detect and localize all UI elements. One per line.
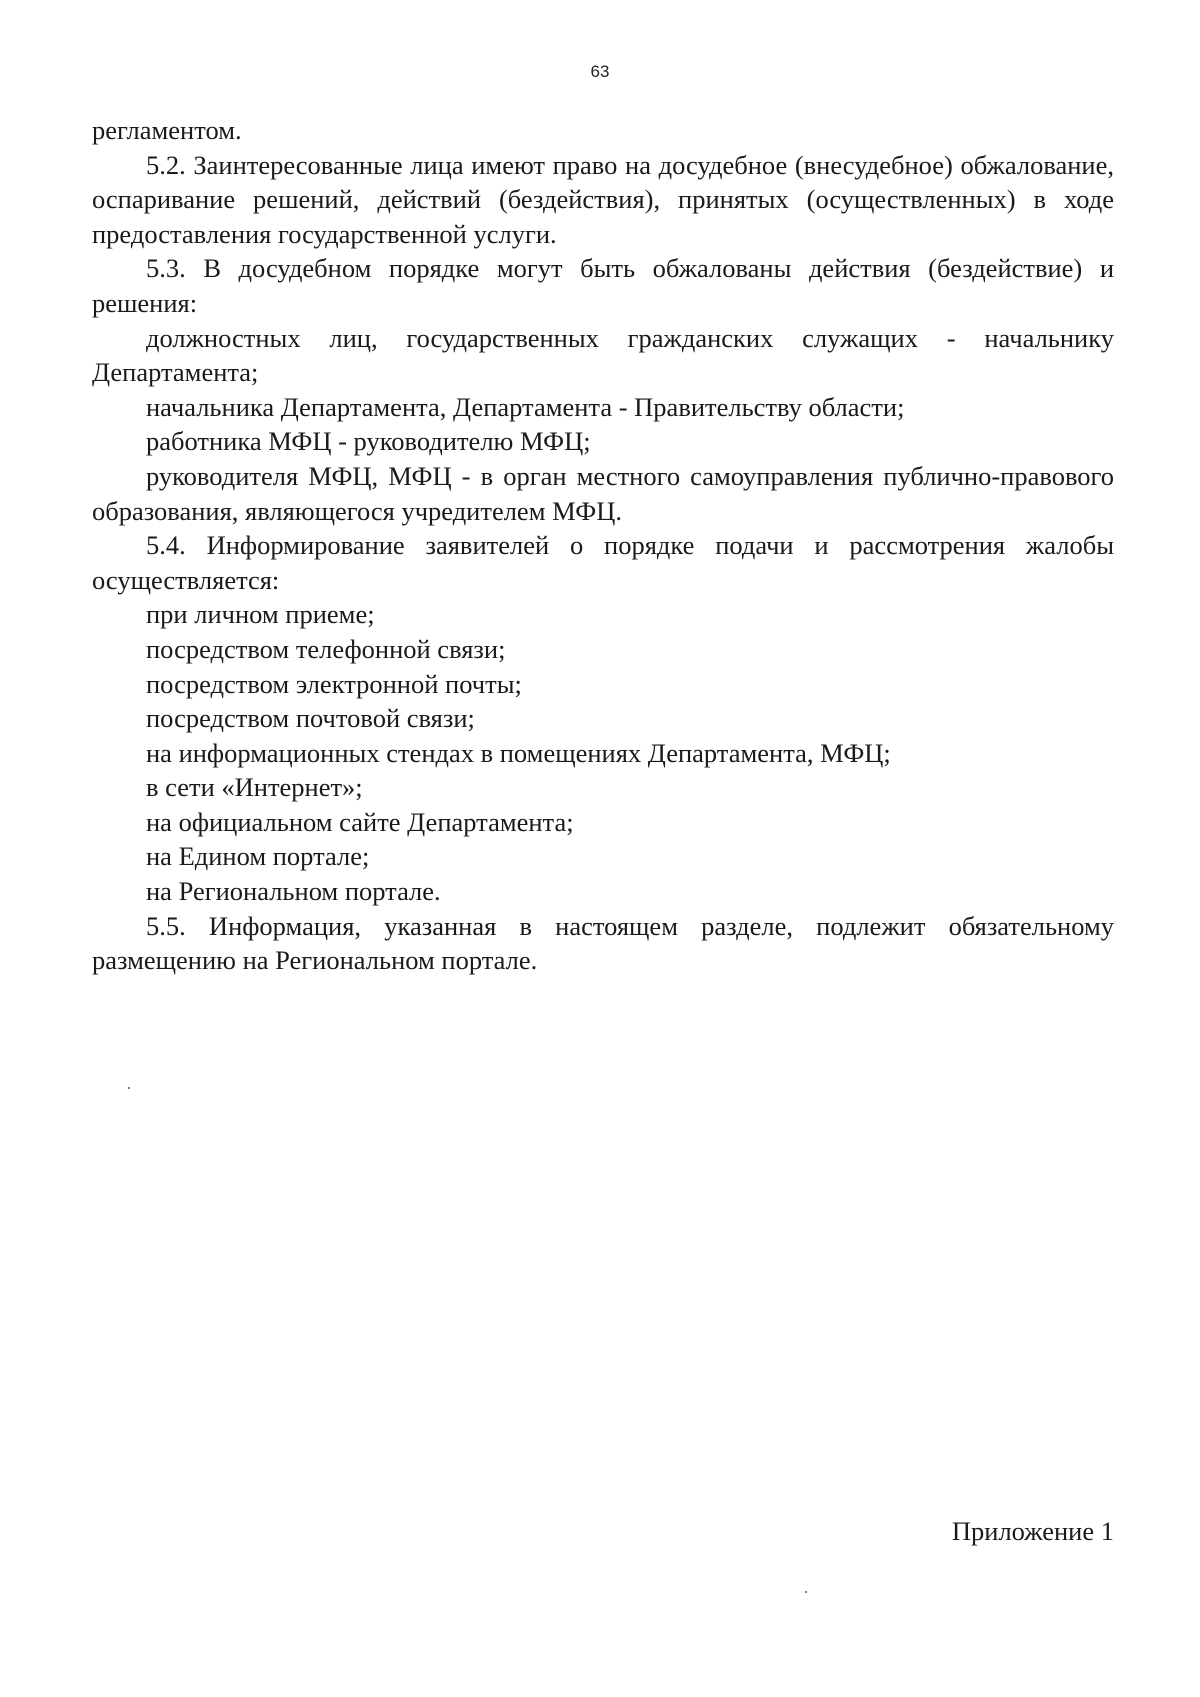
appendix-label: Приложение 1 xyxy=(951,1516,1114,1546)
paragraph-5-4: 5.4. Информирование заявителей о порядке подачи и рассмотрения жалобы осуществляется: xyxy=(92,530,1114,595)
list-item: посредством почтовой связи; xyxy=(146,703,475,734)
list-item: на официальном сайте Департамента; xyxy=(146,806,574,837)
scan-speck xyxy=(128,1087,130,1089)
paragraph-mfc-worker: работника МФЦ - руководителю МФЦ; xyxy=(146,426,591,457)
paragraph-mfc-head: руководителя МФЦ, МФЦ - в орган местного самоуправления публично-правового образования, являющегося учредителем МФЦ. xyxy=(92,460,1114,526)
document-body xyxy=(92,113,1114,978)
paragraph-5-3: 5.3. В досудебном порядке могут быть обжалованы действия (бездействие) и решения: xyxy=(92,253,1114,318)
list-item: на Едином портале; xyxy=(146,841,370,872)
list-item: на информационных стендах в помещениях Департамента, МФЦ; xyxy=(146,737,891,768)
paragraph-department-head: начальника Департамента, Департамента - Правительству области; xyxy=(146,391,905,422)
list-item: посредством телефонной связи; xyxy=(146,633,506,664)
list-item: посредством электронной почты; xyxy=(146,668,522,699)
list-item: в сети «Интернет»; xyxy=(146,772,363,803)
paragraph-officials: должностных лиц, государственных гражданских служащих - начальнику Департамента; xyxy=(92,322,1114,388)
page-number: 63 xyxy=(590,62,610,81)
list-item: на Региональном портале. xyxy=(146,876,441,907)
list-item: при личном приеме; xyxy=(146,599,375,630)
paragraph-5-5: 5.5. Информация, указанная в настоящем разделе, подлежит обязательному размещению на Региональном портале. xyxy=(92,910,1114,976)
paragraph-continuation: регламентом. xyxy=(92,115,242,145)
paragraph-5-2: 5.2. Заинтересованные лица имеют право на досудебное (внесудебное) обжалование, оспаривание решений, действий (бездействия), принятых (осуществленных) в ходе предоставления государственной услуги. xyxy=(92,149,1114,249)
scan-speck xyxy=(805,1591,807,1593)
